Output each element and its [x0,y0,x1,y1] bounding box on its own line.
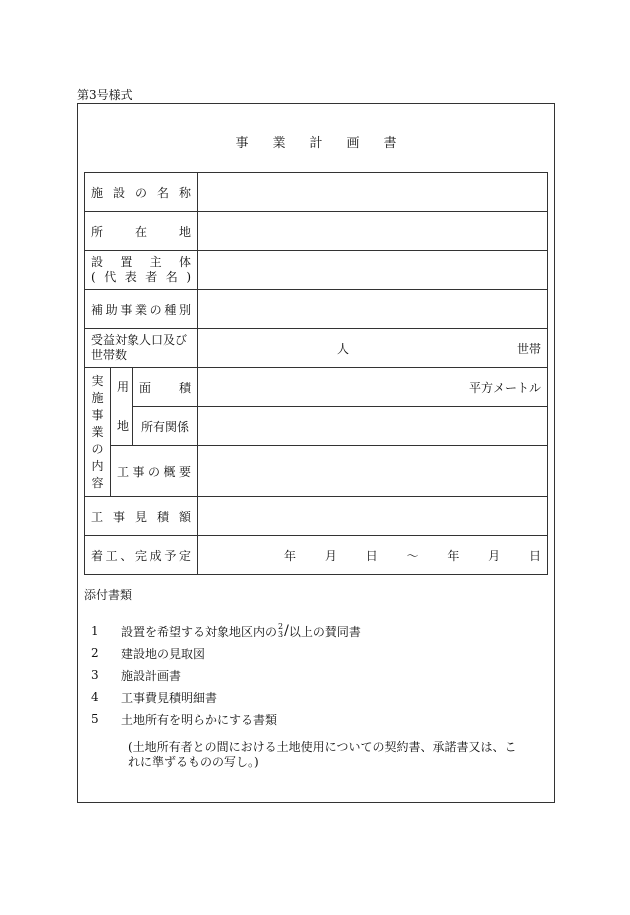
label-work-overview: 工事の概要 [111,446,198,497]
label-operator-line1: 設置主体 [91,255,192,269]
fraction-slash: / [284,623,289,639]
list-item: 5 土地所有を明らかにする書類 [91,712,278,727]
label-project-content: 実 施 事 業 の 内 容 [85,368,111,497]
list-item: 2 建設地の見取図 [91,646,206,661]
unit-people: 人 [337,341,350,356]
value-area[interactable] [198,368,548,407]
attachments-list [91,620,361,730]
table-row [85,446,548,497]
form-number: 第3号様式 [77,88,133,102]
value-location[interactable] [198,212,548,251]
list-item: 4 工事費見積明細書 [91,690,218,705]
table-row [85,329,548,368]
label-facility-name: 施設の名称 [85,173,198,212]
table-row [85,251,548,290]
unit-area: 平方メートル [469,380,542,395]
table-row [85,497,548,536]
table-row [85,368,548,407]
value-ownership[interactable] [198,407,548,446]
table-row [85,173,548,212]
label-beneficiaries: 受益対象人口及び世帯数 [85,329,198,368]
label-schedule: 着工、完成予定 [85,536,198,575]
value-schedule[interactable]: 年 月 日 ～ 年 月 日 [198,536,548,575]
attachments-heading: 添付書類 [84,588,133,602]
value-beneficiaries[interactable] [198,329,548,368]
list-item: 1 設置を希望する対象地区内の 2 3 / 以上の賛同書 [91,622,361,639]
attachment-note: (土地所有者との間における土地使用についての契約書、承諾書又は、これに準ずるものの写し。) [128,740,517,769]
label-land: 用 地 [111,368,133,446]
label-operator-line2: (代表者名) [91,270,192,284]
form-frame [77,103,555,803]
label-location: 所在地 [85,212,198,251]
label-ownership: 所有関係 [133,407,198,446]
unit-households: 世帯 [517,341,542,356]
value-operator[interactable] [198,251,548,290]
label-operator [85,251,198,290]
list-item: 3 施設計画書 [91,668,182,683]
value-cost-estimate[interactable] [198,497,548,536]
label-subsidy-type: 補助事業の種別 [85,290,198,329]
fraction: 2 3 [278,622,284,639]
table-row [85,536,548,575]
table-row [85,290,548,329]
value-facility-name[interactable] [198,173,548,212]
table-row [85,407,548,446]
label-cost-estimate: 工事見積額 [85,497,198,536]
value-subsidy-type[interactable] [198,290,548,329]
plan-table [84,172,548,575]
value-work-overview[interactable] [198,446,548,497]
table-row [85,212,548,251]
label-area: 面積 [133,368,198,407]
document-title: 事業計画書 [235,136,421,151]
